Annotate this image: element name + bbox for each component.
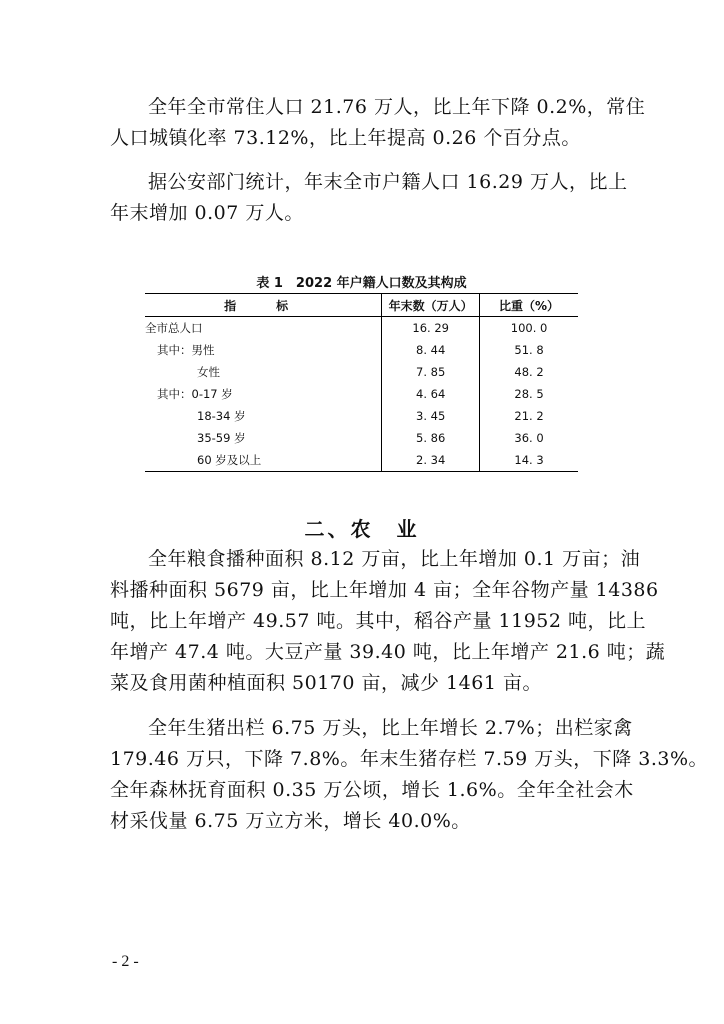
text-line: 据公安部门统计，年末全市户籍人口 16.29 万人，比上 (148, 171, 628, 193)
row-label: 35-59 岁 (145, 427, 382, 449)
row-share: 14. 3 (480, 449, 578, 472)
row-value: 16. 29 (382, 317, 480, 340)
section-heading-agriculture: 二、农 业 (304, 517, 420, 541)
text-line: 全年森林抚育面积 0.35 万公顷，增长 1.6%。全年全社会木 (110, 779, 634, 801)
paragraph-registered-population (110, 167, 628, 229)
row-value: 4. 64 (382, 383, 480, 405)
table-row (145, 427, 578, 449)
header-year-end-count: 年末数（万人） (382, 294, 480, 317)
row-share: 28. 5 (514, 387, 544, 401)
row-label: 60 岁及以上 (145, 449, 382, 472)
row-label: 其中：0-17 岁 (145, 383, 382, 405)
row-value: 7. 85 (382, 361, 480, 383)
text-line: 年增产 47.4 吨。大豆产量 39.40 吨，比上年增产 21.6 吨；蔬 (110, 641, 666, 663)
row-share: 36. 0 (514, 431, 544, 445)
row-share: 48. 2 (514, 365, 544, 379)
row-label: 18-34 岁 (145, 405, 382, 427)
text-line: 吨，比上年增产 49.57 吨。其中，稻谷产量 11952 吨，比上 (110, 610, 646, 632)
row-share: 100. 0 (510, 321, 548, 335)
text-line: 材采伐量 6.75 万立方米，增长 40.0%。 (110, 810, 471, 832)
row-value: 8. 44 (382, 339, 480, 361)
text-line: 人口城镇化率 73.12%，比上年提高 0.26 个百分点。 (110, 127, 581, 149)
row-value: 5. 86 (382, 427, 480, 449)
row-label: 其中：男性 (145, 339, 382, 361)
header-indicator: 指 标 (145, 294, 382, 317)
row-share: 21. 2 (514, 409, 544, 423)
row-value: 3. 45 (382, 405, 480, 427)
text-line: 179.46 万只，下降 7.8%。年末生猪存栏 7.59 万头，下降 3.3%。 (110, 748, 709, 770)
table-row (145, 383, 578, 405)
text-line: 菜及食用菌种植面积 50170 亩，减少 1461 亩。 (110, 672, 542, 694)
page-number: - 2 - (112, 953, 139, 970)
header-share: 比重（%） (480, 294, 578, 317)
table-row (145, 405, 578, 427)
table-header-row (145, 294, 578, 317)
paragraph-agriculture (110, 544, 666, 699)
text-line: 年末增加 0.07 万人。 (110, 202, 304, 224)
text-line: 全年全市常住人口 21.76 万人，比上年下降 0.2%，常住 (148, 96, 646, 118)
text-line: 全年粮食播种面积 8.12 万亩，比上年增加 0.1 万亩；油 (148, 548, 641, 570)
row-label: 全市总人口 (145, 317, 382, 340)
table-title: 表 1 2022 年户籍人口数及其构成 (256, 276, 467, 291)
table-row (145, 361, 578, 383)
table-row (145, 339, 578, 361)
table-row (145, 449, 578, 472)
paragraph-livestock-forestry (110, 713, 709, 837)
row-share: 51. 8 (514, 343, 544, 357)
paragraph-population (110, 92, 646, 154)
row-value: 2. 34 (382, 449, 480, 472)
row-label: 女性 (145, 361, 382, 383)
table-row (145, 317, 578, 340)
population-table (145, 293, 578, 472)
text-line: 全年生猪出栏 6.75 万头，比上年增长 2.7%；出栏家禽 (148, 717, 633, 739)
text-line: 料播种面积 5679 亩，比上年增加 4 亩；全年谷物产量 14386 (110, 579, 659, 601)
